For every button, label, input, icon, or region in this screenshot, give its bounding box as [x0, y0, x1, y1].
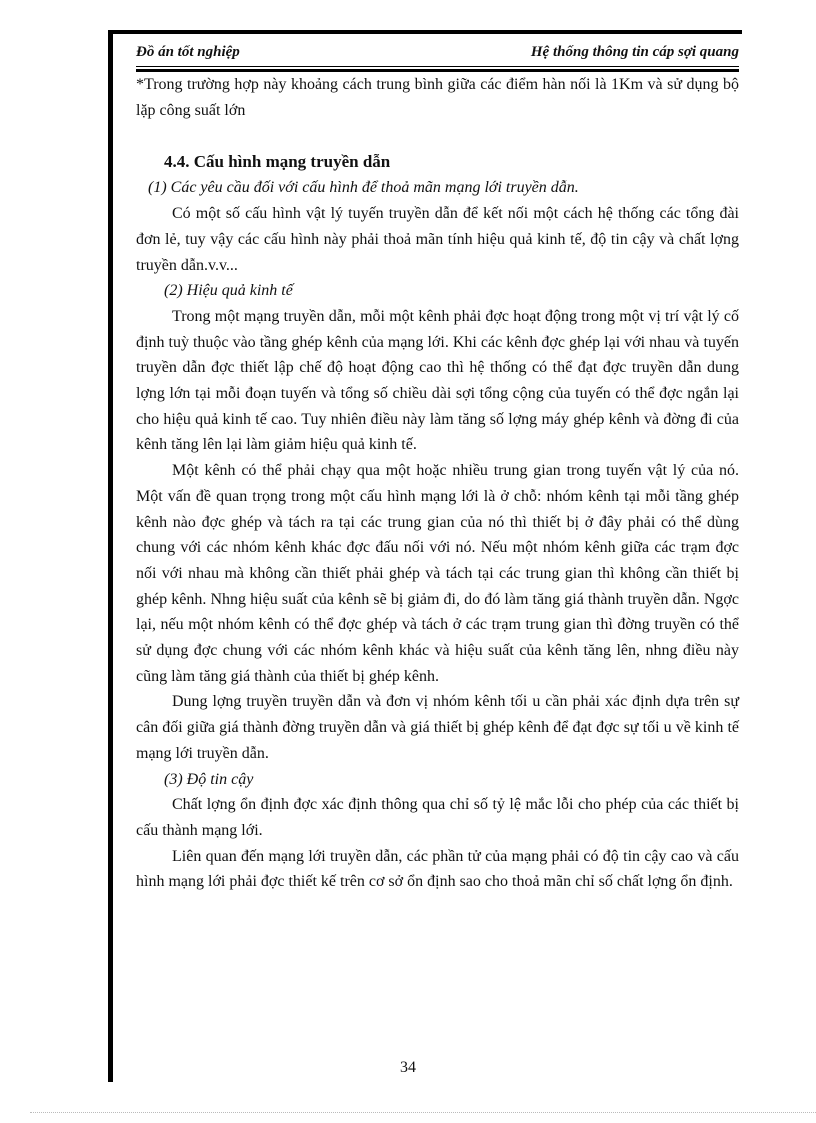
- paragraph-intro-note: *Trong trường hợp này khoảng cách trung bình giữa các điểm hàn nối là 1Km và sử dụng bộ lặp công suất lớn: [136, 76, 739, 119]
- header-right-title: Hệ thống thông tin cáp sợi quang: [530, 44, 739, 60]
- header-rule-thin: [136, 66, 739, 67]
- paragraph-economic: Trong một mạng truyền dẫn, mỗi một kênh phải đợc hoạt động trong một vị trí vật lý cố định tuỳ thuộc vào tầng ghép kênh của mạng lới. Khi các kênh đợc ghép lại với nhau và tuyến truyền dẫn đợc thiết lập chế độ hoạt động cao thì hệ thống có thể đạt đợc truyền dẫn dung lợng lớn tại mỗi đoạn tuyến và tổng số chiều dài sợi tổng cộng của tuyến có thể đợc ngắn lại cho hiệu quả kinh tế cao. Tuy nhiên điều này làm tăng số lợng máy ghép kênh và đờng đi của kênh tăng lên lại làm giảm hiệu quả kinh tế.: [136, 307, 739, 454]
- subheading-requirements: (1) Các yêu cầu đối với cấu hình để thoả mãn mạng lới truyền dẫn.: [148, 179, 579, 197]
- page-body: [136, 72, 739, 895]
- paragraph-stability: Chất lợng ổn định đợc xác định thông qua chỉ số tỷ lệ mắc lỗi cho phép của các thiết bị cấu thành mạng lới.: [136, 796, 739, 839]
- bottom-divider: [30, 1112, 816, 1113]
- paragraph-configurations: Có một số cấu hình vật lý tuyến truyền dẫn để kết nối một cách hệ thống các tổng đài đơn lẻ, tuy vậy các cấu hình này phải thoả mãn tính hiệu quả kinh tế, độ tin cậy và chất lợng truyền dẫn.v.v...: [136, 205, 739, 274]
- paragraph-channel-routing: Một kênh có thể phải chạy qua một hoặc nhiều trung gian trong tuyến vật lý của nó. Một vấn đề quan trọng trong một cấu hình mạng lới là ở chỗ: nhóm kênh tại mỗi tầng ghép kênh nào đợc ghép và tách ra tại các trung gian của nó thì thiết bị ở đây phải có thể dùng chung với các nhóm kênh khác đợc đấu nối với nó. Nếu một nhóm kênh giữa các trạm đợc nối với nhau mà không cần thiết phải ghép và tách tại các trung gian thì không cần thiết bị ghép kênh. Nhng hiệu suất của kênh sẽ bị giảm đi, do đó làm tăng giá thành truyền dẫn. Ngợc lại, nếu một nhóm kênh có thể đợc ghép và tách ở các trạm trung gian thì đờng truyền có thể sử dụng đợc chung với các nhóm kênh khác và hiệu suất của kênh tăng lên, nhng điều này cũng làm tăng giá thành của thiết bị ghép kênh.: [136, 462, 739, 685]
- page-frame-left: [108, 30, 113, 1082]
- spacer: [136, 123, 739, 149]
- subheading-economic-efficiency: (2) Hiệu quả kinh tế: [164, 282, 293, 300]
- page-frame-top: [108, 30, 742, 34]
- page-header: [136, 44, 739, 66]
- subheading-reliability: (3) Độ tin cậy: [164, 770, 254, 788]
- paragraph-network-reliability: Liên quan đến mạng lới truyền dẫn, các phần tử của mạng phải có độ tin cậy cao và cấu hình mạng lới phải đợc thiết kế trên cơ sở ổn định sao cho thoả mãn chỉ số chất lợng ổn định.: [136, 847, 739, 891]
- section-heading: 4.4. Cấu hình mạng truyền dẫn: [164, 152, 391, 172]
- page-number: 34: [400, 1059, 416, 1076]
- header-left-title: Đồ án tốt nghiệp: [136, 44, 240, 60]
- paragraph-capacity: Dung lợng truyền truyền dẫn và đơn vị nhóm kênh tối u cần phải xác định dựa trên sự cân đối giữa giá thành đờng truyền dẫn và giá thiết bị ghép kênh để đạt đợc sự tối u về kinh tế mạng lới truyền dẫn.: [136, 693, 739, 762]
